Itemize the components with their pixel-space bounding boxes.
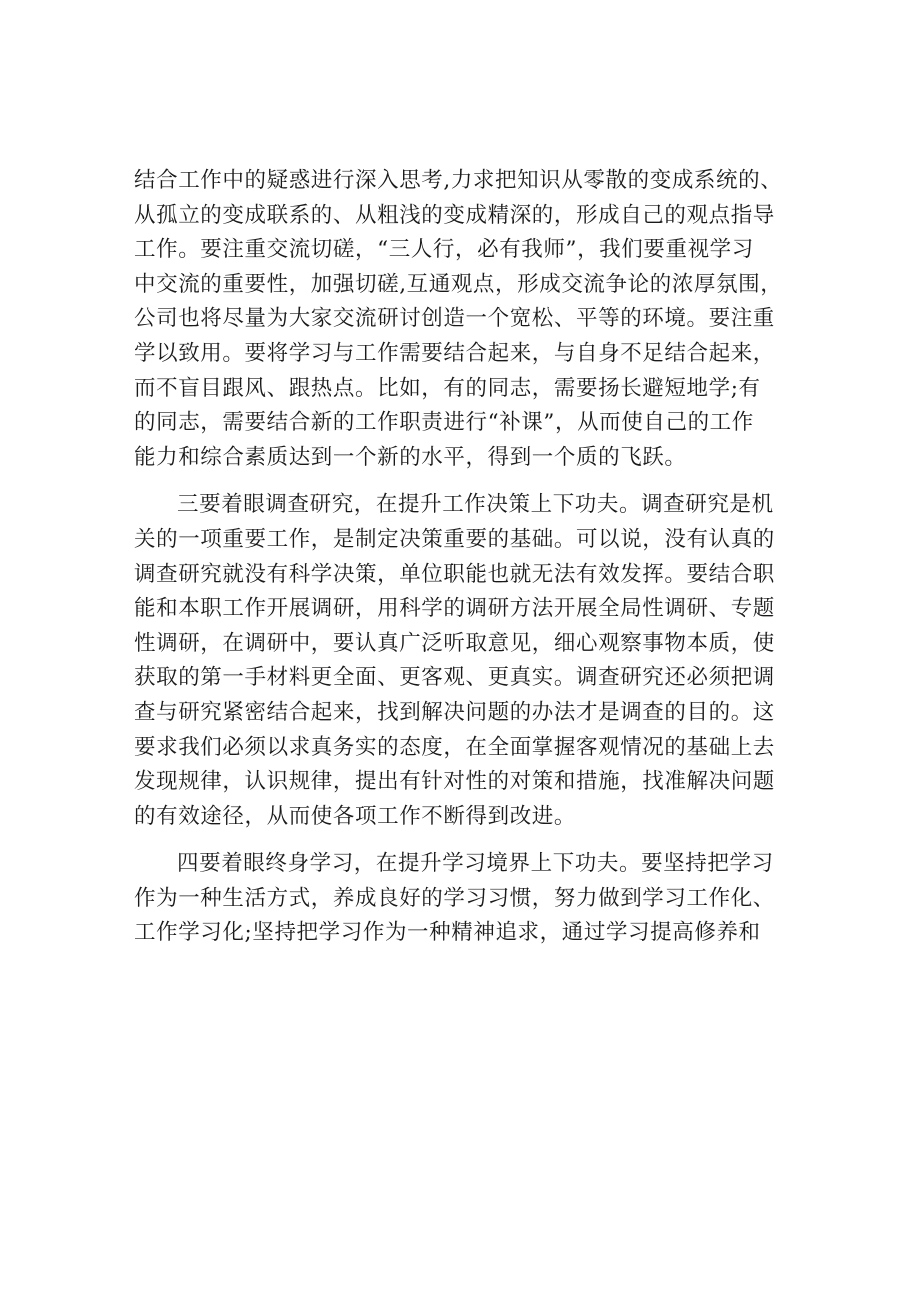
paragraph-2 — [134, 488, 799, 834]
text-line: 的同志，需要结合新的工作职责进行“补课”，从而使自己的工作 — [134, 410, 754, 436]
text-line: 中交流的重要性，加强切磋,互通观点，形成交流争论的浓厚氛围， — [134, 271, 783, 297]
text-line: 查与研究紧密结合起来，找到解决问题的办法才是调查的目的。这 — [134, 699, 775, 725]
text-line: 工作。要注重交流切磋，“三人行，必有我师”，我们要重视学习 — [134, 237, 754, 263]
paragraph-3 — [134, 847, 799, 951]
text-line: 获取的第一手材料更全面、更客观、更真实。调查研究还必须把调 — [134, 665, 775, 691]
text-line: 调查研究就没有科学决策，单位职能也就无法有效发挥。要结合职 — [134, 561, 775, 587]
text-line: 工作学习化;坚持把学习作为一种精神追求，通过学习提高修养和 — [134, 920, 761, 946]
text-line: 结合工作中的疑惑进行深入思考,力求把知识从零散的变成系统的、 — [134, 168, 783, 193]
text-line: 从孤立的变成联系的、从粗浅的变成精深的，形成自己的观点指导 — [134, 202, 775, 228]
text-line: 能力和综合素质达到一个新的水平，得到一个质的飞跃。 — [134, 444, 687, 470]
text-line: 要求我们必须以求真务实的态度，在全面掌握客观情况的基础上去 — [134, 734, 775, 760]
text-line-first: 三要着眼调查研究，在提升工作决策上下功夫。调查研究是机 — [177, 492, 774, 518]
text-line: 的有效途径，从而使各项工作不断得到改进。 — [134, 803, 577, 829]
text-line: 而不盲目跟风、跟热点。比如，有的同志，需要扬长避短地学;有 — [134, 375, 761, 401]
text-line: 公司也将尽量为大家交流研讨创造一个宽松、平等的环境。要注重 — [134, 306, 775, 332]
paragraph-spacer — [134, 834, 799, 847]
text-line: 性调研，在调研中，要认真广泛听取意见，细心观察事物本质，使 — [134, 630, 775, 656]
paragraph-spacer — [134, 475, 799, 488]
document-body — [134, 164, 799, 951]
text-line: 关的一项重要工作，是制定决策重要的基础。可以说，没有认真的 — [134, 526, 775, 552]
text-line: 学以致用。要将学习与工作需要结合起来，与自身不足结合起来， — [134, 340, 775, 366]
text-line: 发现规律，认识规律，提出有针对性的对策和措施，找准解决问题 — [134, 769, 775, 795]
text-line: 能和本职工作开展调研，用科学的调研方法开展全局性调研、专题 — [134, 596, 775, 622]
paragraph-1 — [134, 164, 799, 475]
text-line-first: 四要着眼终身学习，在提升学习境界上下功夫。要坚持把学习 — [177, 851, 774, 877]
text-line: 作为一种生活方式，养成良好的学习习惯，努力做到学习工作化、 — [134, 885, 775, 911]
